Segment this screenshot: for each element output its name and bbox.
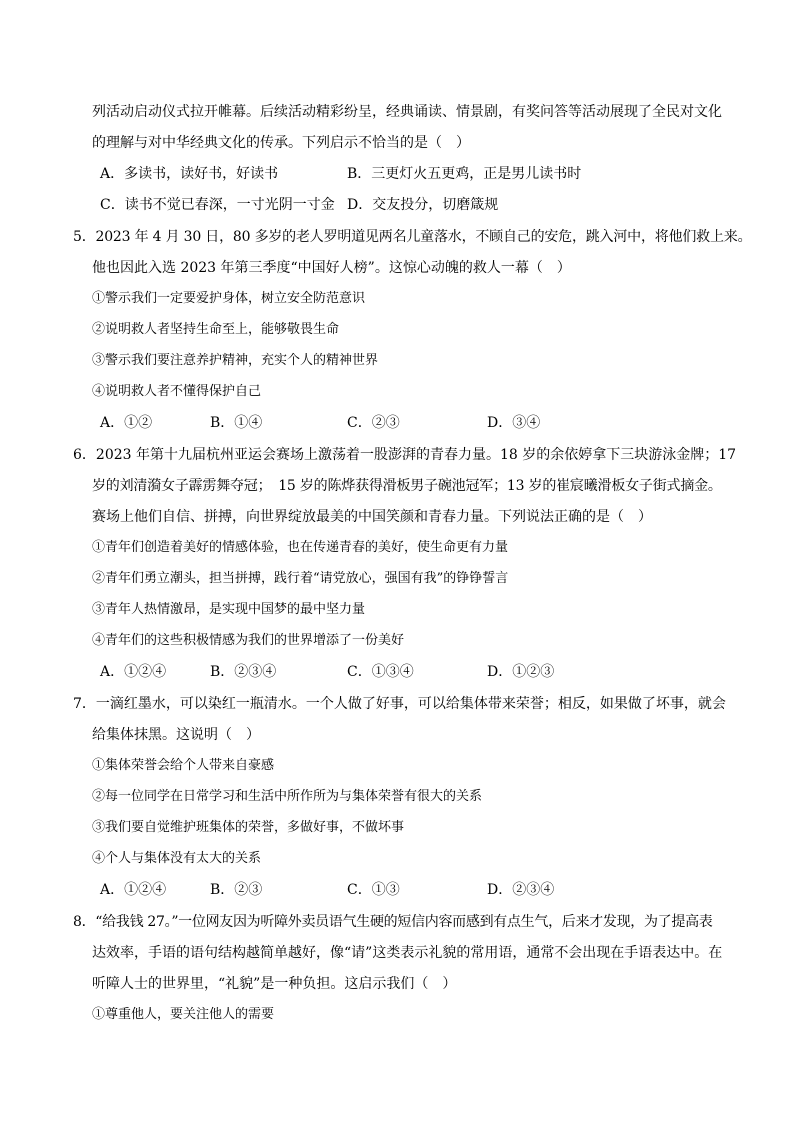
q5-statement-1: ①警示我们一定要爱护身体，树立安全防范意识: [92, 291, 366, 306]
q6-option-d: D．①②③: [487, 664, 555, 680]
q8-statement-1: ①尊重他人，要关注他人的需要: [92, 1007, 275, 1022]
q6-option-a: A．①②④: [100, 664, 167, 680]
q7-stem-line-1: 7．一滴红墨水，可以染红一瓶清水。一个人做了好事，可以给集体带来荣誉；相反，如果做了坏事，就会: [73, 696, 726, 712]
q5-option-b: B．①④: [210, 415, 263, 431]
q4-stem-line-2: 的理解与对中华经典文化的传承。下列启示不恰当的是（ ）: [92, 135, 470, 151]
q6-statement-1: ①青年们创造着美好的情感体验，也在传递青春的美好，使生命更有力量: [92, 540, 509, 555]
q8-stem-line-1: 8．“给我钱 27。”一位网友因为听障外卖员语气生硬的短信内容而感到有点生气，后来才发现，为了提高表: [73, 914, 713, 930]
q5-stem-line-2: 他也因此入选 2023 年第三季度“中国好人榜”。这惊心动魄的救人一幕（ ）: [92, 260, 571, 276]
q7-statement-2: ②每一位同学在日常学习和生活中所作所为与集体荣誉有很大的关系: [92, 789, 483, 804]
q7-statement-4: ④个人与集体没有太大的关系: [92, 851, 262, 866]
q6-option-c: C．①③④: [347, 664, 414, 680]
q6-stem-line-3: 赛场上他们自信、拼搏，向世界绽放最美的中国笑颜和青春力量。下列说法正确的是（ ）: [92, 509, 652, 525]
q6-stem-line-2: 岁的刘清漪女子霹雳舞夺冠； 15 岁的陈烨获得滑板男子碗池冠军；13 岁的崔宸曦滑板女子街式摘金。: [92, 478, 722, 494]
q8-stem-line-3: 听障人士的世界里，“礼貌”是一种负担。这启示我们（ ）: [92, 976, 457, 992]
q6-statement-4: ④青年们的这些积极情感为我们的世界增添了一份美好: [92, 633, 405, 648]
q7-option-b: B．②③: [210, 882, 263, 898]
q5-stem-line-1: 5．2023 年 4 月 30 日，80 多岁的老人罗明道见两名儿童落水，不顾自己的安危，跳入河中，将他们救上来。: [73, 229, 752, 245]
q4-option-a: A．多读书，读好书，好读书: [100, 166, 279, 182]
q6-stem-line-1: 6．2023 年第十九届杭州亚运会赛场上激荡着一股澎湃的青春力量。18 岁的余依婷拿下三块游泳金牌；17: [73, 447, 737, 463]
q5-statement-2: ②说明救人者坚持生命至上，能够敬畏生命: [92, 322, 340, 337]
q7-option-d: D．②③④: [487, 882, 555, 898]
q5-statement-4: ④说明救人者不懂得保护自己: [92, 384, 262, 399]
q5-statement-3: ③警示我们要注意养护精神，充实个人的精神世界: [92, 353, 379, 368]
q4-option-c: C．读书不觉已春深，一寸光阴一寸金: [100, 197, 335, 213]
q7-statement-3: ③我们要自觉维护班集体的荣誉，多做好事，不做坏事: [92, 820, 405, 835]
q7-statement-1: ①集体荣誉会给个人带来自豪感: [92, 758, 275, 773]
q6-statement-2: ②青年们勇立潮头，担当拼搏，践行着“请党放心，强国有我”的铮铮誓言: [92, 571, 509, 586]
q5-option-c: C．②③: [347, 415, 400, 431]
q6-option-b: B．②③④: [210, 664, 277, 680]
q7-option-a: A．①②④: [100, 882, 167, 898]
q4-stem-line-1: 列活动启动仪式拉开帷幕。后续活动精彩纷呈，经典诵读、情景剧，有奖问答等活动展现了全民对文化: [92, 104, 722, 120]
q7-option-c: C．①③: [347, 882, 400, 898]
q7-stem-line-2: 给集体抹黑。这说明（ ）: [92, 727, 260, 743]
q5-option-d: D．③④: [487, 415, 541, 431]
q8-stem-line-2: 达效率，手语的语句结构越简单越好，像“请”这类表示礼貌的常用语，通常不会出现在手语表达中。在: [92, 945, 723, 961]
q4-option-d: D．交友投分，切磨箴规: [347, 197, 499, 213]
q5-option-a: A．①②: [100, 415, 153, 431]
q6-statement-3: ③青年人热情激昂，是实现中国梦的最中坚力量: [92, 602, 366, 617]
q4-option-b: B．三更灯火五更鸡，正是男儿读书时: [347, 166, 582, 182]
